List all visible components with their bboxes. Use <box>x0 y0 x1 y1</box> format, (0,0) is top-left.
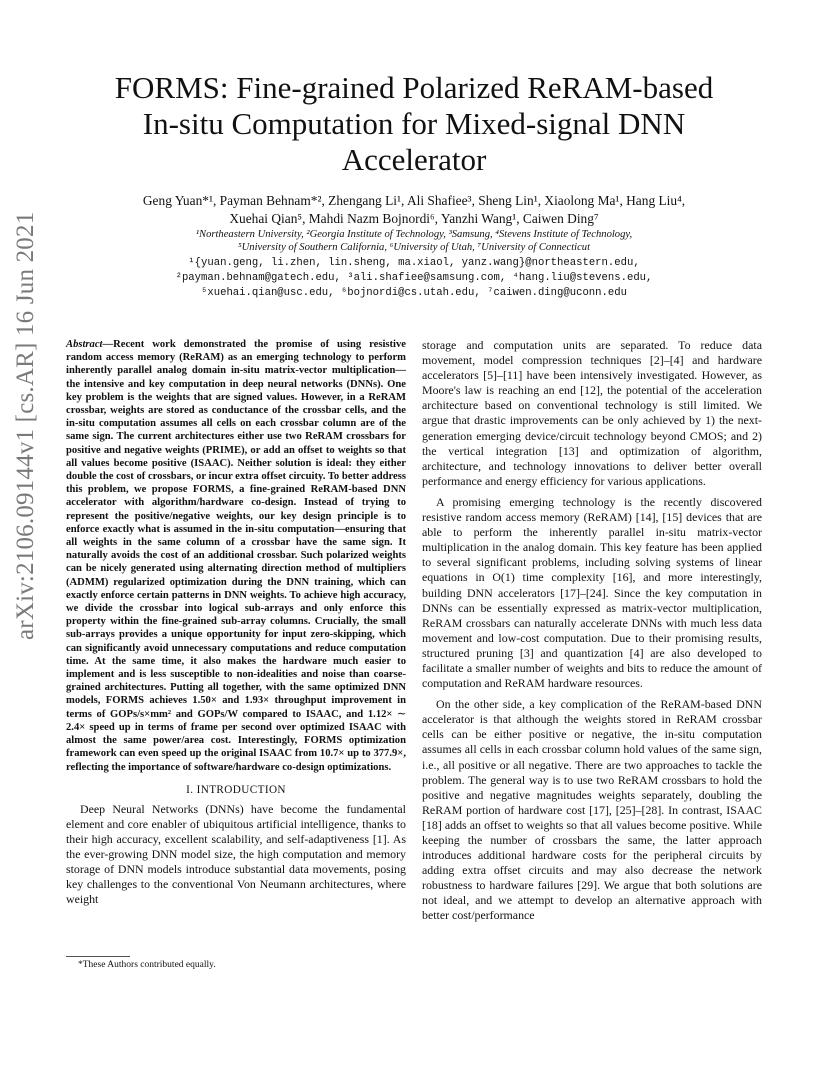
email-line: ¹{yuan.geng, li.zhen, lin.sheng, ma.xiaol, yanz.wang}@northeastern.edu, <box>188 257 640 269</box>
footnote: *These Authors contributed equally. <box>78 960 216 970</box>
abstract-lead: Abstract <box>66 339 103 350</box>
email-line: ⁵xuehai.qian@usc.edu, ⁶bojnordi@cs.utah.edu, ⁷caiwen.ding@uconn.edu <box>201 287 627 299</box>
author-list <box>60 192 768 228</box>
email-line: ²payman.behnam@gatech.edu, ³ali.shafiee@samsung.com, ⁴hang.liu@stevens.edu, <box>175 272 653 284</box>
footnote-divider <box>66 956 130 957</box>
affiliation-line: ¹Northeastern University, ²Georgia Institute of Technology, ³Samsung, ⁴Stevens Institute of Technology, <box>195 229 633 240</box>
title-line: FORMS: Fine-grained Polarized ReRAM-based <box>114 70 714 105</box>
abstract-text: —Recent work demonstrated the promise of using resistive random access memory (ReRAM) as an emerging technology to perform inherently parallel analog domain in-situ matrix-vector multiplication—the intensive and key computation in deep neural networks (DNNs). One key problem is the weights that are signed values. However, in a ReRAM crossbar, weights are stored as conductance of the crossbar cells, and the in-situ computation assumes all cells on each crossbar column are of the same sign. The current architectures either use two ReRAM crossbars for positive and negative weights (PRIME), or add an offset to weights so that all values become positive (ISAAC). Neither solution is ideal: they either double the cost of crossbars, or incur extra offset circuity. To better address this problem, we propose FORMS, a fine-grained ReRAM-based DNN accelerator with algorithm/hardware co-design. Instead of trying to represent the positive/negative weights, our key design principle is to enforce exactly what is assumed in the in-situ computation—ensuring that all weights in the same column of a crossbar have the same sign. It naturally avoids the cost of an additional crossbar. Such polarized weights can be nicely generated using alternating direction method of multipliers (ADMM) regularized optimization during the DNN training, which can exactly enforce certain patterns in DNN weights. To achieve high accuracy, we divide the crossbar into logical sub-arrays and only enforce this property within the fine-grained sub-array columns. Crucially, the small sub-arrays provides a unique opportunity for input zero-skipping, which can significantly avoid unnecessary computations and reduce computation time. At the same time, it also makes the hardware much easier to implement and is less susceptible to non-idealities and noise than coarse-grained architectures. Putting all together, with the same optimized DNN models, FORMS achieves 1.50× and 1.93× throughput improvement in terms of GOPs/s×mm² and GOPs/W compared to ISAAC, and 1.12× ∼ 2.4× speed up in terms of frame per second over optimized ISAAC with almost the same power/area cost. Interestingly, FORMS optimization framework can even speed up the original ISAAC from 10.7× up to 377.9×, reflecting the importance of software/hardware co-design optimizations. <box>66 339 406 773</box>
affiliation-line: ⁵University of Southern California, ⁶University of Utah, ⁷University of Connecticut <box>237 242 591 253</box>
paragraph: On the other side, a key complication of the ReRAM-based DNN accelerator is that although the weights stored in ReRAM crossbar cells can be either positive or negative, the in-situ computation assumes all cells in each crossbar column hold values of the same sign, i.e., all positive or all negative. There are two approaches to tackle the problem. The general way is to use two ReRAM crossbars to hold the positive and negative magnitudes weights separately, doubling the ReRAM portion of hardware cost [17], [25]–[28]. In contrast, ISAAC [18] adds an offset to weights so that all values become positive. While keeping the number of crossbars the same, the latter approach introduces additional hardware costs for the peripheral circuits by adding extra offset circuits and may also decrease the network robustness to hardware failures [29]. We argue that both solutions are not ideal, and we attempt to develop an alternative approach with better cost/performance <box>422 697 762 923</box>
author-line: Xuehai Qian⁵, Mahdi Nazm Bojnordi⁶, Yanzhi Wang¹, Caiwen Ding⁷ <box>229 211 599 226</box>
section-heading: I. INTRODUCTION <box>186 783 286 796</box>
paragraph: A promising emerging technology is the recently discovered resistive random access memory (ReRAM) [14], [15] devices that are able to perform the inherently parallel in-situ matrix-vector multiplication in the analog domain. This key feature has been applied to several significant problems, including solving systems of linear equations in O(1) time complexity [16], and more interestingly, building DNN accelerators [17]–[24]. Since the key computation in DNNs can be essentially expressed as matrix-vector multiplication, ReRAM crossbars can naturally accelerate DNNs with much less data movement and low-cost computation. Due to their promising results, structured pruning [3] and quantization [4] are also developed to facilitate a smaller number of weights and bits to reduce the amount of computation and ReRAM hardware resources. <box>422 494 762 691</box>
paragraph: storage and computation units are separated. To reduce data movement, model compression techniques [2]–[4] and hardware accelerators [5]–[11] have been intensively investigated. However, as Moore's law is reaching an end [12], the potential of the acceleration architecture based on conventional technology is still limited. We argue that drastic improvements can be only achieved by 1) the next-generation emerging device/circuit technology beyond CMOS; and 2) the vertical integration [13] and optimization of algorithm, architecture, and technology innovations to deliver better overall performance and energy efficiency for various applications. <box>422 338 762 488</box>
paper-title <box>60 70 768 178</box>
affiliations <box>60 228 768 254</box>
author-line: Geng Yuan*¹, Payman Behnam*², Zhengang Li¹, Ali Shafiee³, Sheng Lin¹, Xiaolong Ma¹, Hang Liu⁴, <box>142 193 686 208</box>
left-column <box>66 338 406 907</box>
email-list <box>60 256 768 301</box>
paragraph: Deep Neural Networks (DNNs) have become the fundamental element and core enabler of ubiquitous artificial intelligence, thanks to their high accuracy, excellent scalability, and self-adaptiveness [1]. As the ever-growing DNN model size, the high computation and memory storage of DNN models introduce substantial data movements, posing key challenges to the conventional Von Neumann architectures, where weight <box>66 801 406 907</box>
title-line: In-situ Computation for Mixed-signal DNN <box>142 106 686 141</box>
title-line: Accelerator <box>341 142 487 177</box>
arxiv-stamp: arXiv:2106.09144v1 [cs.AR] 16 Jun 2021 <box>12 211 39 640</box>
right-column <box>422 338 762 924</box>
abstract <box>66 338 406 774</box>
